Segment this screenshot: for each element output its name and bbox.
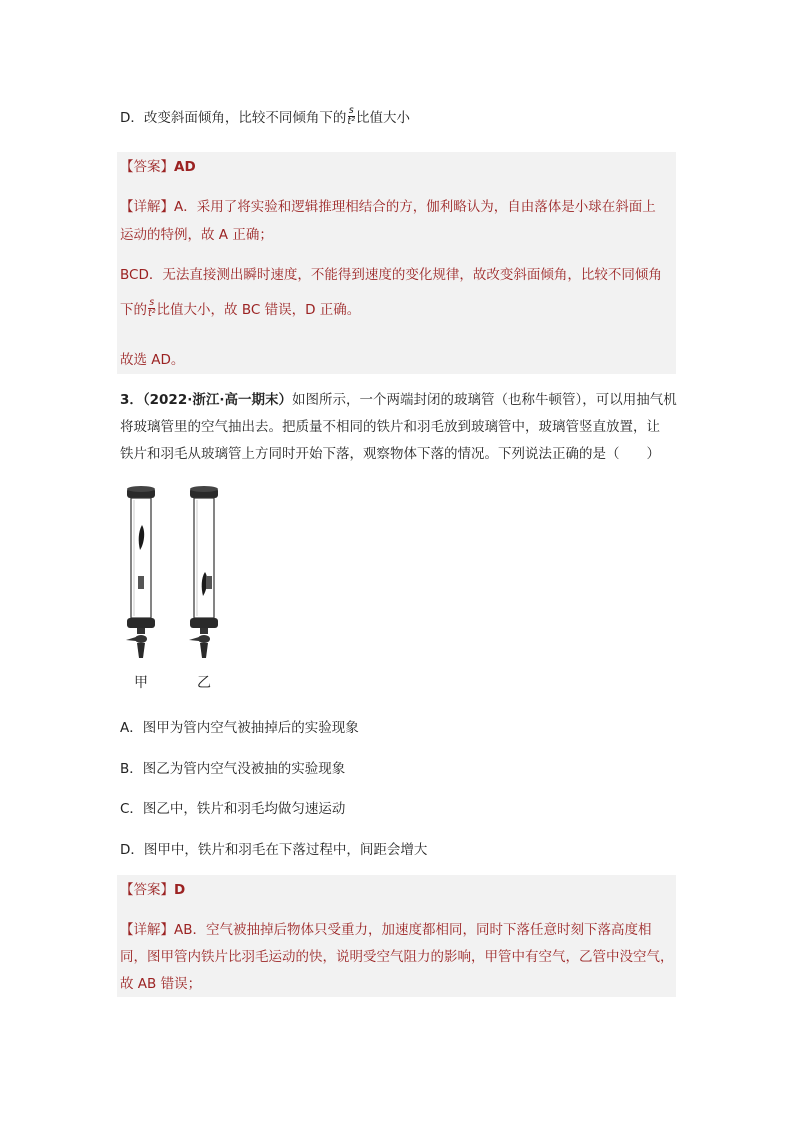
iron-piece-icon — [138, 576, 144, 589]
detail-label: 【详解】 — [120, 922, 174, 938]
detail-label: 【详解】 — [120, 199, 174, 215]
frac-denominator: t² — [148, 307, 156, 319]
q2-detail-bcd-pre: 下的 — [120, 302, 147, 318]
q2-choose: 故选 AD。 — [120, 352, 185, 368]
fraction-s-over-t2 — [148, 298, 156, 319]
q2-option-d — [120, 106, 410, 129]
figure-label-jia: 甲 — [134, 675, 148, 691]
q3-stem-line2: 将玻璃管里的空气抽出去。把质量不相同的铁片和羽毛放到玻璃管中，玻璃管竖直放置，让 — [120, 419, 660, 435]
tube-jia — [126, 486, 155, 658]
figure-label-yi: 乙 — [197, 675, 211, 691]
q3-option-d: D．图甲中，铁片和羽毛在下落过程中，间距会增大 — [120, 842, 428, 858]
frac-denominator: t² — [347, 115, 355, 127]
answer-value: D — [174, 882, 186, 898]
q3-answer — [120, 878, 185, 898]
q3-detail-line3: 故 AB 错误； — [120, 976, 202, 992]
q2-detail-bcd-line2 — [120, 298, 360, 321]
q2-answer — [120, 155, 196, 175]
fraction-s-over-t2 — [347, 106, 355, 127]
detail-text: A．采用了将实验和逻辑推理相结合的方，伽利略认为，自由落体是小球在斜面上 — [174, 199, 656, 215]
q2-detail-a-line2: 运动的特例，故 A 正确； — [120, 227, 273, 243]
q3-option-b: B．图乙为管内空气没被抽的实验现象 — [120, 761, 346, 777]
q2-detail-bcd-line1: BCD．无法直接测出瞬时速度，不能得到速度的变化规律，故改变斜面倾角，比较不同倾角 — [120, 267, 662, 283]
q3-stem-line3: 铁片和羽毛从玻璃管上方同时开始下落，观察物体下落的情况。下列说法正确的是（ ） — [120, 446, 660, 462]
q3-detail-line1 — [120, 918, 652, 938]
newton-tube-figure — [120, 480, 230, 700]
q3-detail-line2: 同，图甲管内铁片比羽毛运动的快，说明受空气阻力的影响，甲管中有空气，乙管中没空气， — [120, 949, 674, 965]
q2-detail-bcd-post: 比值大小，故 BC 错误，D 正确。 — [156, 302, 361, 318]
detail-text: AB．空气被抽掉后物体只受重力，加速度都相同，同时下落任意时刻下落高度相 — [174, 922, 652, 938]
frac-numerator: s — [348, 104, 354, 116]
q2-detail-a-line1 — [120, 195, 656, 215]
q3-option-c: C．图乙中，铁片和羽毛均做匀速运动 — [120, 801, 346, 817]
q3-stem-text: 如图所示，一个两端封闭的玻璃管（也称牛顿管），可以用抽气机 — [291, 392, 677, 408]
q3-number-source: 3．（2022·浙江·高一期末） — [120, 392, 292, 408]
tube-yi — [189, 486, 218, 658]
q3-stem-line1 — [120, 388, 677, 408]
answer-label: 【答案】 — [120, 882, 174, 898]
answer-label: 【答案】 — [120, 159, 174, 175]
frac-numerator: s — [149, 296, 155, 308]
q2-option-d-pre: D．改变斜面倾角，比较不同倾角下的 — [120, 110, 347, 126]
newton-tubes-illustration — [120, 480, 230, 700]
answer-value: AD — [174, 159, 196, 175]
q3-option-a: A．图甲为管内空气被抽掉后的实验现象 — [120, 720, 359, 736]
q2-option-d-post: 比值大小 — [355, 110, 410, 126]
iron-piece-icon — [206, 576, 212, 589]
